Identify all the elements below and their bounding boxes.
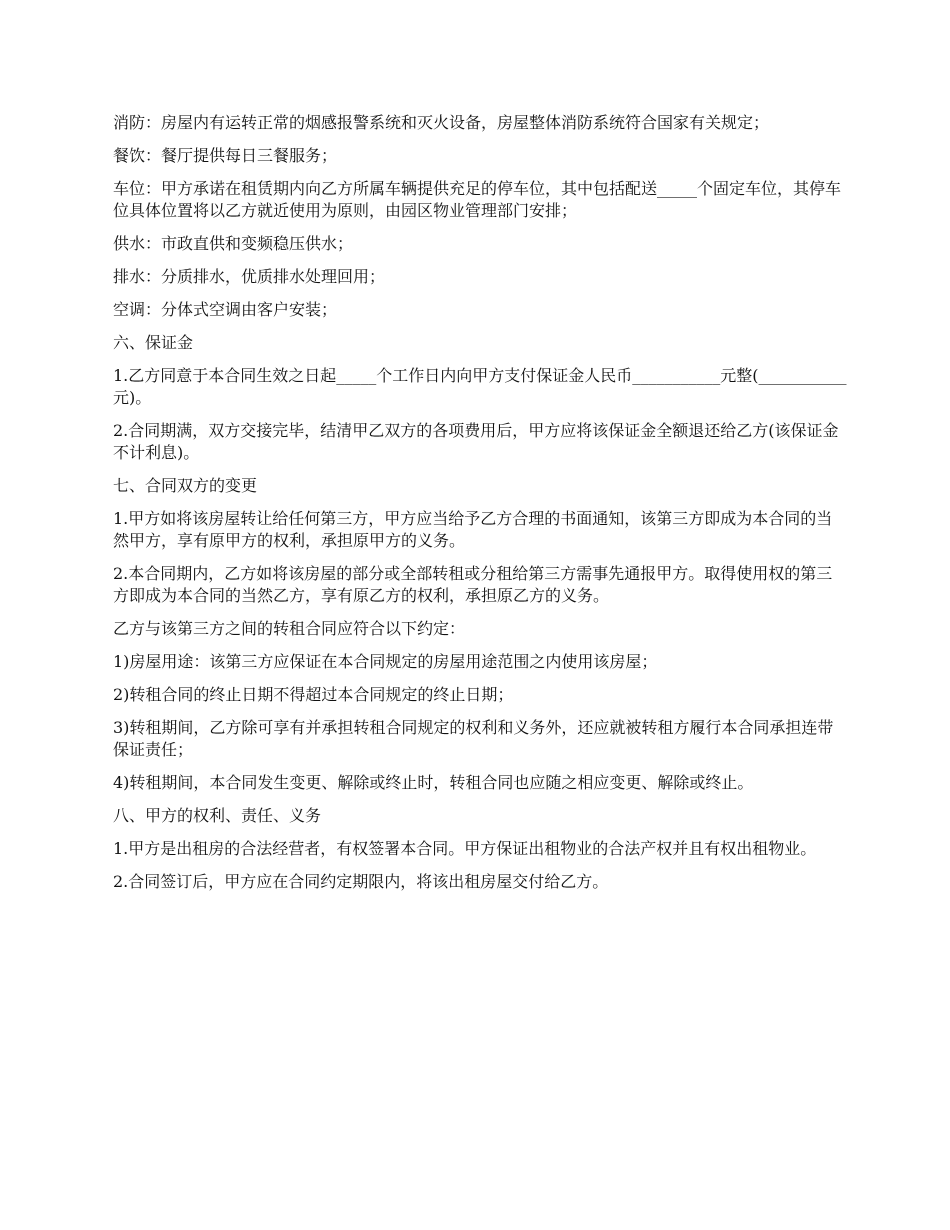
paragraph-water-supply: 供水：市政直供和变频稳压供水； bbox=[113, 234, 354, 253]
document-page bbox=[113, 112, 848, 904]
paragraph-sublease-intro: 乙方与该第三方之间的转租合同应符合以下约定： bbox=[113, 619, 466, 638]
paragraph-changes-2: 2.本合同期内，乙方如将该房屋的部分或全部转租或分租给第三方需事先通报甲方。取得使用权的第三方即成为本合同的当然乙方，享有原乙方的权利，承担原乙方的义务。 bbox=[113, 564, 833, 605]
paragraph-drainage: 排水：分质排水，优质排水处理回用； bbox=[113, 267, 386, 286]
paragraph-parking: 车位：甲方承诺在租赁期内向乙方所属车辆提供充足的停车位，其中包括配送_____个固定车位，其停车位具体位置将以乙方就近使用为原则，由园区物业管理部门安排； bbox=[113, 179, 842, 220]
paragraph-deposit-2: 2.合同期满，双方交接完毕，结清甲乙双方的各项费用后，甲方应将该保证金全额退还给乙方(该保证金不计利息)。 bbox=[113, 421, 839, 462]
paragraph-catering: 餐饮：餐厅提供每日三餐服务； bbox=[113, 146, 338, 165]
paragraph-air-conditioning: 空调：分体式空调由客户安装； bbox=[113, 300, 338, 319]
section-heading-party-a-rights: 八、甲方的权利、责任、义务 bbox=[113, 806, 322, 825]
paragraph-deposit-1: 1.乙方同意于本合同生效之日起_____个工作日内向甲方支付保证金人民币___________元整(___________元)。 bbox=[113, 366, 847, 407]
paragraph-sublease-3: 3)转租期间，乙方除可享有并承担转租合同规定的权利和义务外，还应就被转租方履行本合同承担连带保证责任； bbox=[113, 718, 834, 759]
paragraph-sublease-2: 2)转租合同的终止日期不得超过本合同规定的终止日期； bbox=[113, 685, 514, 704]
paragraph-party-a-2: 2.合同签订后，甲方应在合同约定期限内，将该出租房屋交付给乙方。 bbox=[113, 872, 609, 891]
paragraph-party-a-1: 1.甲方是出租房的合法经营者，有权签署本合同。甲方保证出租物业的合法产权并且有权出租物业。 bbox=[113, 839, 817, 858]
paragraph-sublease-4: 4)转租期间，本合同发生变更、解除或终止时，转租合同也应随之相应变更、解除或终止。 bbox=[113, 773, 754, 792]
section-heading-contract-changes: 七、合同双方的变更 bbox=[113, 476, 258, 495]
paragraph-fire-safety: 消防：房屋内有运转正常的烟感报警系统和灭火设备，房屋整体消防系统符合国家有关规定； bbox=[113, 113, 770, 132]
paragraph-changes-1: 1.甲方如将该房屋转让给任何第三方，甲方应当给予乙方合理的书面通知，该第三方即成为本合同的当然甲方，享有原甲方的权利，承担原甲方的义务。 bbox=[113, 509, 833, 550]
section-heading-deposit: 六、保证金 bbox=[113, 333, 194, 352]
paragraph-sublease-1: 1)房屋用途：该第三方应保证在本合同规定的房屋用途范围之内使用该房屋； bbox=[113, 652, 658, 671]
